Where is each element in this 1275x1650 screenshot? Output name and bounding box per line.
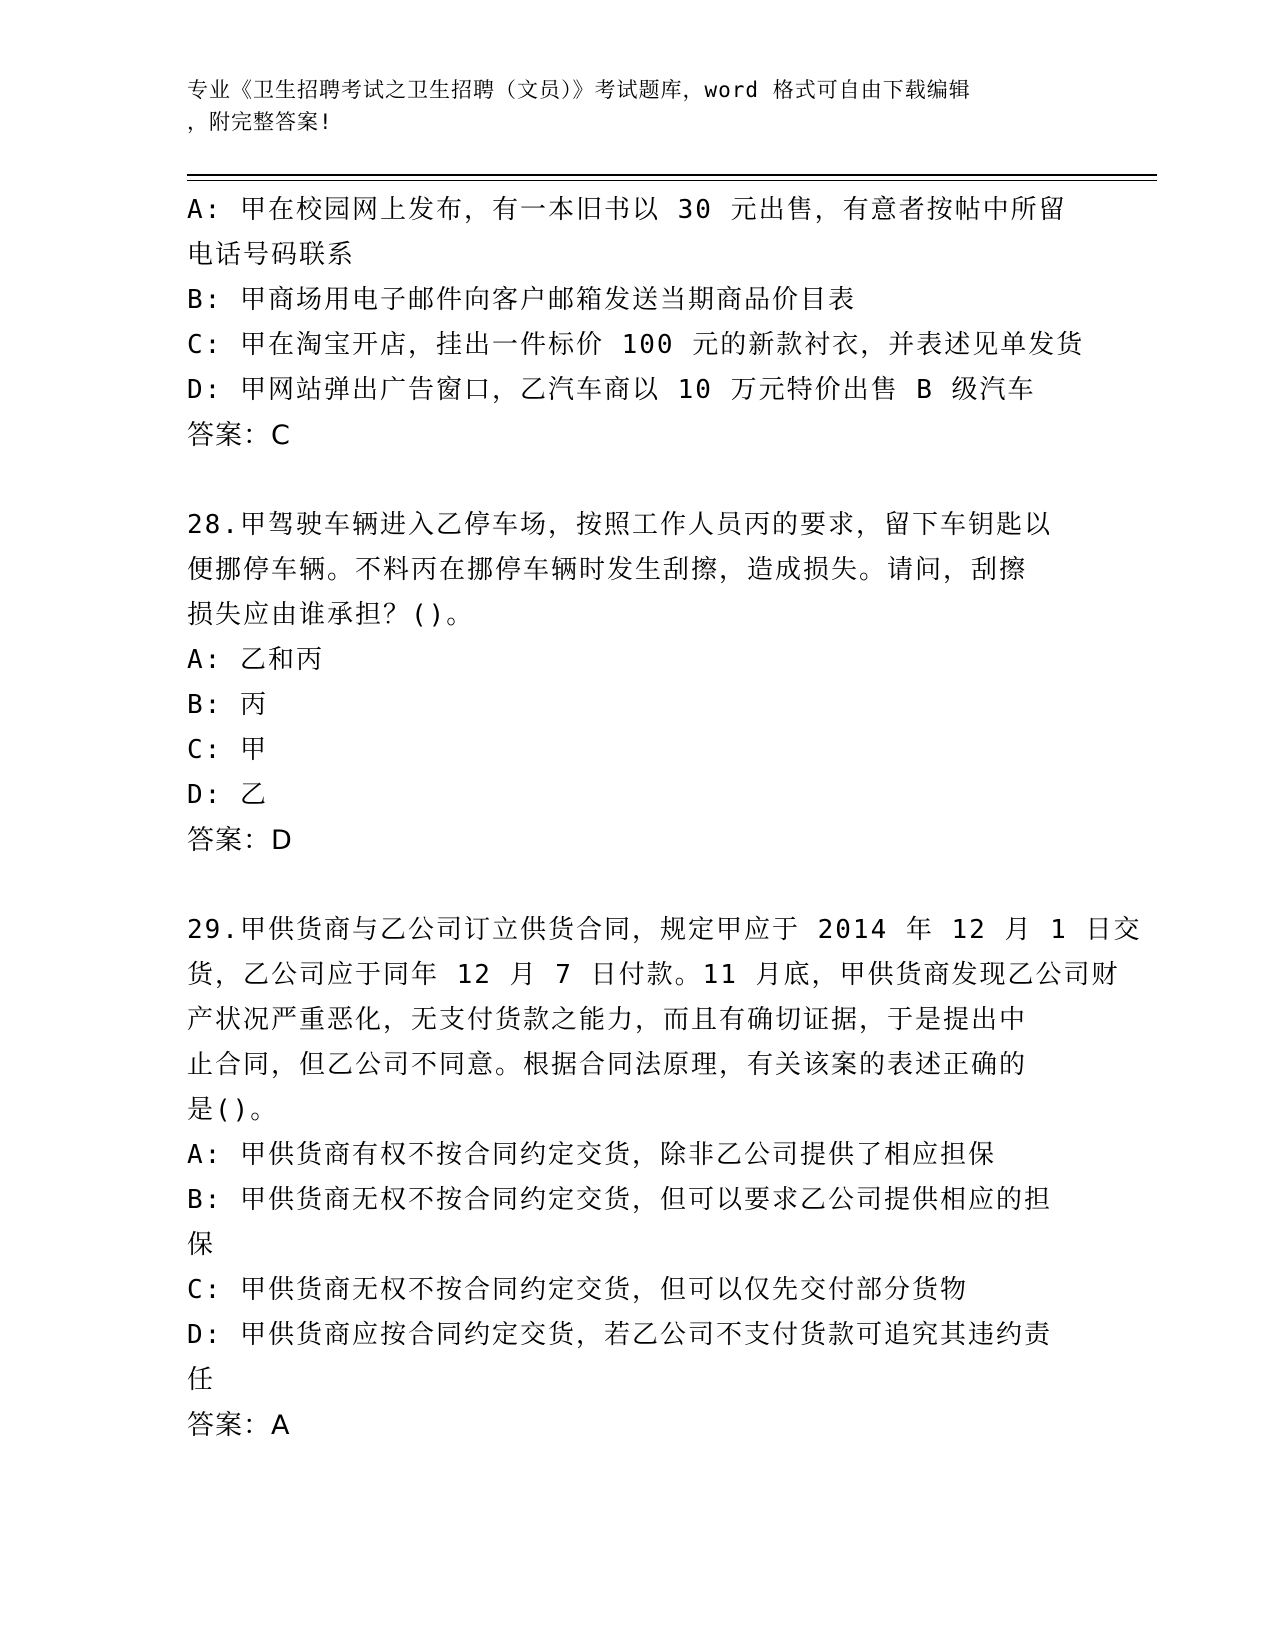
question-stem-continued: 是()。: [187, 1095, 279, 1125]
option-a: A: 乙和丙: [187, 645, 324, 675]
option-c: C: 甲在淘宝开店，挂出一件标价 100 元的新款衬衣，并表述见单发货: [187, 330, 1085, 360]
question-stem-continued: 损失应由谁承担？()。: [187, 600, 475, 630]
option-d: D: 甲供货商应按合同约定交货，若乙公司不支付货款可追究其违约责: [187, 1320, 1052, 1350]
option-d: D: 甲网站弹出广告窗口，乙汽车商以 10 万元特价出售 B 级汽车: [187, 375, 1036, 405]
option-c: C: 甲供货商无权不按合同约定交货，但可以仅先交付部分货物: [187, 1275, 968, 1305]
question-29: [187, 908, 1142, 1448]
option-b: B: 甲供货商无权不按合同约定交货，但可以要求乙公司提供相应的担: [187, 1185, 1052, 1215]
spacer: [187, 458, 1087, 503]
option-a-continued: 电话号码联系: [187, 240, 356, 270]
option-d-continued: 任: [187, 1365, 216, 1395]
question-stem: 29.甲供货商与乙公司订立供货合同，规定甲应于 2014 年 12 月 1 日交: [187, 915, 1142, 945]
option-b-continued: 保: [187, 1230, 216, 1260]
option-b: B: 丙: [187, 690, 268, 720]
option-a: A: 甲供货商有权不按合同约定交货，除非乙公司提供了相应担保: [187, 1140, 996, 1170]
header-line-1: 专业《卫生招聘考试之卫生招聘（文员）》考试题库，word 格式可自由下载编辑: [187, 78, 971, 102]
question-28: [187, 503, 1087, 863]
option-d: D: 乙: [187, 780, 268, 810]
question-stem-continued: 产状况严重恶化，无支付货款之能力，而且有确切证据，于是提出中: [187, 1005, 1028, 1035]
header-rule-thin: [187, 180, 1157, 181]
header-rule-thick: [187, 174, 1157, 176]
option-b: B: 甲商场用电子邮件向客户邮箱发送当期商品价目表: [187, 285, 856, 315]
question-stem-continued: 货，乙公司应于同年 12 月 7 日付款。11 月底，甲供货商发现乙公司财: [187, 960, 1120, 990]
question-stem-continued: 便挪停车辆。不料丙在挪停车辆时发生刮擦，造成损失。请问，刮擦: [187, 555, 1028, 585]
header-line-2: ，附完整答案!: [187, 110, 333, 134]
option-a: A: 甲在校园网上发布，有一本旧书以 30 元出售，有意者按帖中所留: [187, 195, 1067, 225]
document-header: [187, 74, 1067, 138]
question-27: [187, 188, 1087, 458]
answer: 答案：D: [187, 825, 293, 856]
question-stem-continued: 止合同，但乙公司不同意。根据合同法原理，有关该案的表述正确的: [187, 1050, 1028, 1080]
answer: 答案：C: [187, 420, 291, 451]
answer: 答案：A: [187, 1410, 291, 1441]
question-stem: 28.甲驾驶车辆进入乙停车场，按照工作人员丙的要求，留下车钥匙以: [187, 510, 1052, 540]
question-list: [187, 188, 1142, 1448]
spacer: [187, 863, 1087, 908]
option-c: C: 甲: [187, 735, 268, 765]
